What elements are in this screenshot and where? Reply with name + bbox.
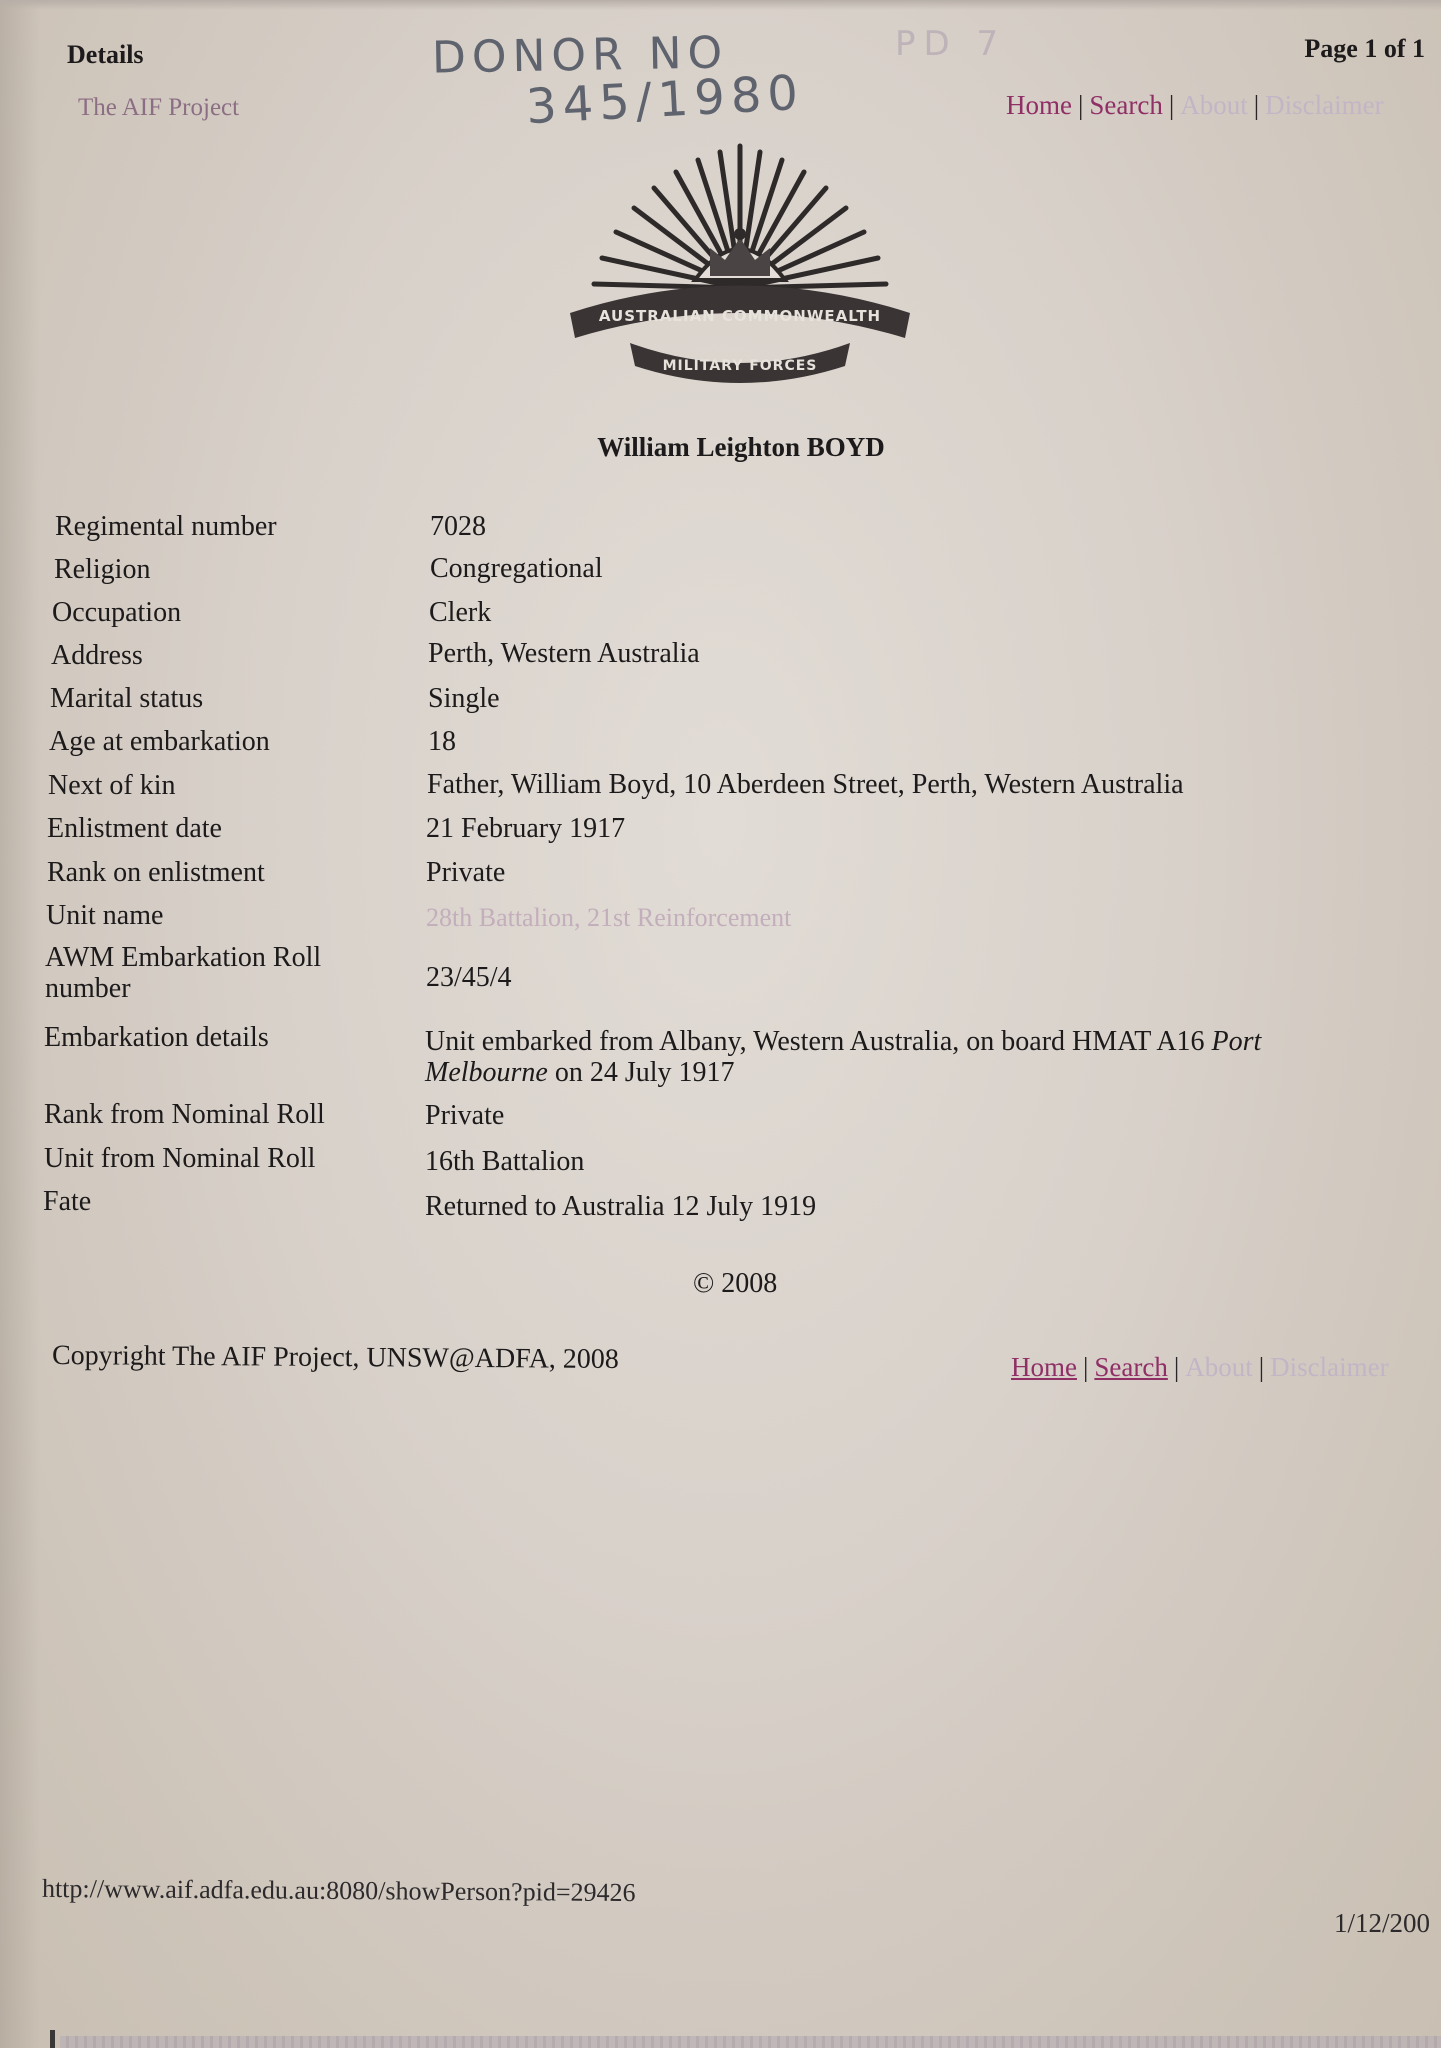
religion-label: Religion: [54, 554, 151, 585]
embarkation-details-label: Embarkation details: [44, 1022, 269, 1053]
regimental-number-label: Regimental number: [55, 511, 277, 542]
ship-name-part1: Port: [1211, 1026, 1262, 1057]
badge-ribbon-bottom-text: MILITARY FORCES: [662, 358, 818, 374]
nav-search-link[interactable]: Search: [1089, 90, 1163, 120]
nav-home-link[interactable]: Home: [1006, 90, 1072, 120]
footer-search-link[interactable]: Search: [1094, 1352, 1168, 1382]
awm-roll-label: [45, 942, 375, 1004]
religion-value: Congregational: [430, 553, 603, 584]
page-header-title: Details: [67, 40, 144, 69]
fate-value: Returned to Australia 12 July 1919: [425, 1191, 817, 1222]
enlistment-date-value: 21 February 1917: [426, 813, 626, 844]
print-date: 1/12/200: [1334, 1908, 1431, 1938]
nav-disclaimer-link[interactable]: Disclaimer: [1265, 90, 1384, 120]
handwritten-donor-number: 345/1980: [524, 64, 806, 136]
footer-home-link[interactable]: Home: [1011, 1352, 1077, 1382]
rising-sun-badge-icon: [560, 138, 920, 383]
fate-label: Fate: [43, 1186, 92, 1217]
nav-separator: |: [1173, 1352, 1180, 1382]
next-of-kin-value: Father, William Boyd, 10 Aberdeen Street, Perth, Western Australia: [427, 769, 1184, 800]
awm-roll-label-line2: number: [45, 973, 131, 1004]
regimental-number-value: 7028: [430, 511, 486, 542]
page-indicator: Page 1 of 1: [1304, 34, 1425, 63]
badge-ribbon-top-text: AUSTRALIAN COMMONWEALTH: [598, 307, 882, 325]
handwritten-corner-note: PD 7: [895, 24, 1007, 64]
embarkation-details-text: Unit embarked from Albany, Western Australia, on board HMAT A16: [425, 1026, 1212, 1057]
print-url: http://www.aif.adfa.edu.au:8080/showPerson?pid=29426: [41, 1873, 636, 1908]
nav-separator: |: [1258, 1352, 1265, 1382]
nav-about-link[interactable]: About: [1180, 90, 1248, 120]
occupation-label: Occupation: [52, 597, 182, 628]
rank-nominal-value: Private: [425, 1100, 505, 1131]
footer-copyright: Copyright The AIF Project, UNSW@ADFA, 2008: [51, 1340, 619, 1375]
occupation-value: Clerk: [429, 597, 492, 628]
address-label: Address: [51, 640, 143, 671]
site-brand[interactable]: The AIF Project: [78, 94, 240, 121]
top-nav: [1006, 90, 1384, 121]
awm-roll-label-line1: AWM Embarkation Roll: [45, 942, 322, 973]
rank-nominal-label: Rank from Nominal Roll: [44, 1099, 325, 1130]
address-value: Perth, Western Australia: [428, 638, 700, 669]
unit-name-value: 28th Battalion, 21st Reinforcement: [426, 903, 792, 932]
page-edge-shadow: [0, 0, 40, 2048]
nav-separator: |: [1077, 90, 1084, 120]
badge-ribbon-bottom: [630, 343, 850, 383]
nav-separator: |: [1253, 90, 1260, 120]
next-of-kin-label: Next of kin: [48, 770, 176, 801]
footer-about-link[interactable]: About: [1185, 1352, 1253, 1382]
unit-name-label: Unit name: [46, 900, 164, 931]
rank-on-enlistment-value: Private: [426, 857, 506, 888]
marital-status-value: Single: [428, 683, 500, 714]
rank-on-enlistment-label: Rank on enlistment: [47, 857, 265, 888]
embarkation-details-value: [425, 1026, 1360, 1088]
ship-name-part2: Melbourne: [425, 1057, 548, 1088]
bottom-scan-strip: [60, 2036, 1441, 2048]
handwritten-donor-label: DONOR NO: [431, 27, 729, 84]
person-name: William Leighton BOYD: [597, 432, 885, 462]
nav-separator: |: [1082, 1352, 1089, 1382]
embarkation-date-text: on 24 July 1917: [547, 1057, 735, 1088]
footer-disclaimer-link[interactable]: Disclaimer: [1270, 1352, 1389, 1382]
marital-status-label: Marital status: [50, 683, 204, 714]
bottom-scan-mark: [50, 2030, 55, 2048]
nav-separator: |: [1168, 90, 1175, 120]
badge-ribbon-top: [570, 286, 910, 339]
age-at-embarkation-value: 18: [428, 726, 456, 757]
enlistment-date-label: Enlistment date: [47, 813, 222, 844]
copyright-mark: © 2008: [693, 1268, 778, 1299]
unit-nominal-value: 16th Battalion: [425, 1146, 585, 1177]
bottom-nav: [1011, 1352, 1389, 1383]
age-at-embarkation-label: Age at embarkation: [49, 726, 270, 757]
awm-roll-value: 23/45/4: [426, 962, 512, 993]
top-scan-strip: [0, 0, 1441, 10]
unit-nominal-label: Unit from Nominal Roll: [44, 1143, 316, 1174]
